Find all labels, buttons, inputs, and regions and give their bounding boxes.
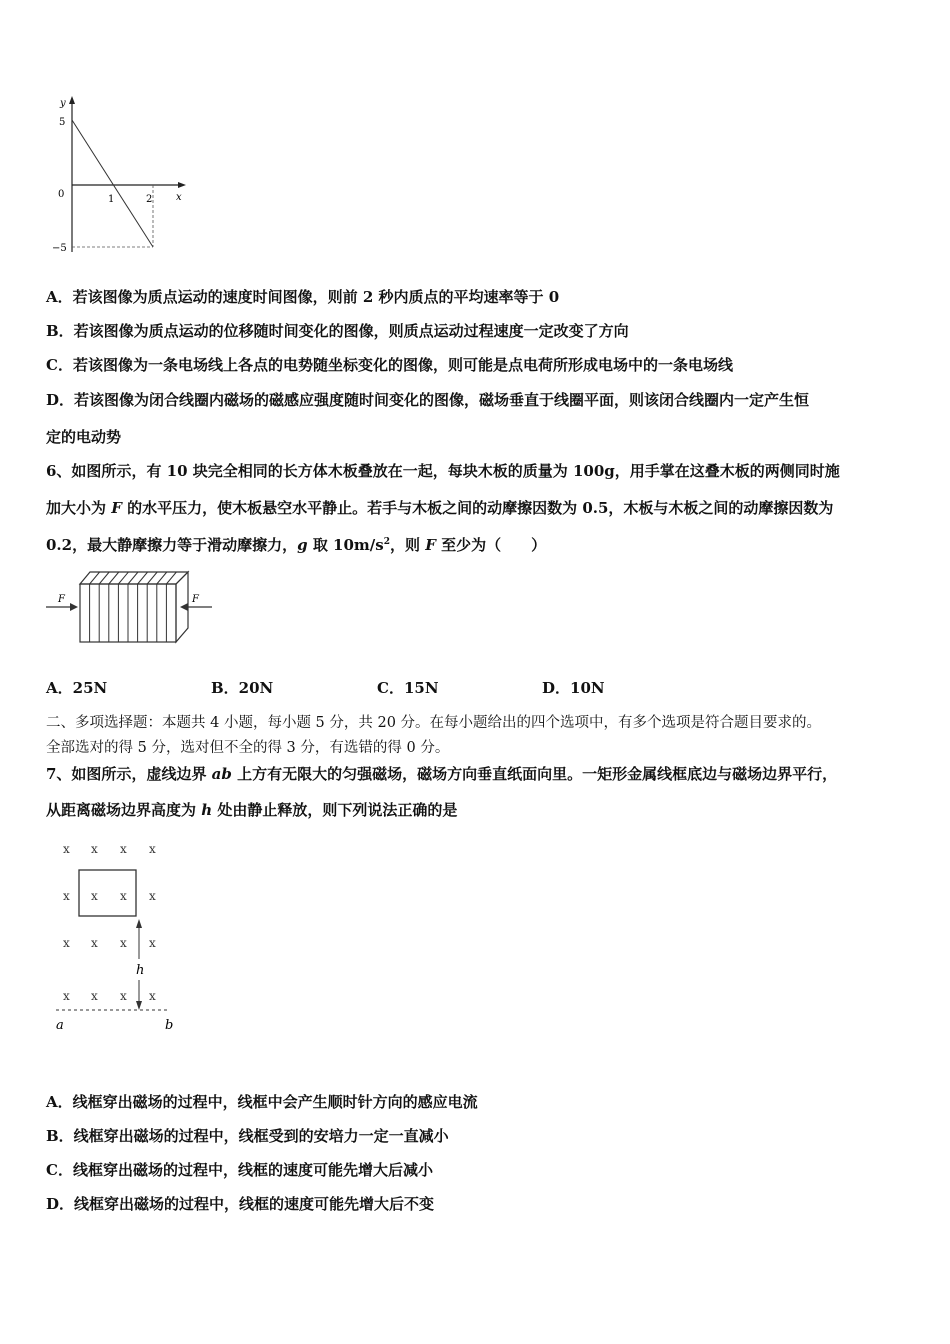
cross-r4c4: x — [149, 989, 156, 1003]
q7-line2-part-a: 从距离磁场边界高度为 — [46, 801, 202, 819]
q6-line3-sup: 2 — [383, 537, 390, 547]
q7-option-b: B．线框穿出磁场的过程中，线框受到的安培力一定一直减小 — [46, 1127, 449, 1145]
q7-option-a: A．线框穿出磁场的过程中，线框中会产生顺时针方向的感应电流 — [46, 1093, 478, 1111]
cross-r3c2: x — [91, 936, 98, 950]
q5-option-c: C．若该图像为一条电场线上各点的电势随坐标变化的图像，则可能是点电荷所形成电场中的一条电场线 — [46, 356, 733, 374]
cross-r4c3: x — [120, 989, 127, 1003]
q6-line3-part-c: ，则 — [390, 536, 426, 554]
q6-option-d: D．10N — [542, 679, 605, 697]
y-bottom-label: −5 — [52, 243, 67, 254]
q6-line3-part-d: 至少为（ ） — [435, 536, 547, 554]
force-arrow-right-head — [180, 603, 188, 611]
graph-line — [72, 120, 153, 247]
graph-figure — [50, 92, 200, 262]
q7-line1-part-b: 上方有无限大的匀强磁场，磁场方向垂直纸面向里。一矩形金属线框底边与磁场边界平行， — [231, 765, 838, 783]
cross-r2c1: x — [63, 889, 70, 903]
q6-line2-part-b: 的水平压力，使木板悬空水平静止。若手与木板之间的动摩擦因数为 0.5，木板与木板之间的动摩擦因数为 — [121, 499, 834, 517]
q6-options — [0, 677, 950, 697]
y-axis-arrow — [69, 96, 75, 104]
y-axis-label: y — [60, 98, 66, 109]
q6-option-b: B．20N — [211, 679, 274, 697]
cross-r3c1: x — [63, 936, 70, 950]
q7-option-c: C．线框穿出磁场的过程中，线框的速度可能先增大后减小 — [46, 1161, 433, 1179]
cross-r4c1: x — [63, 989, 70, 1003]
cross-r2c2: x — [91, 889, 98, 903]
cross-r1c4: x — [149, 842, 156, 856]
section2-line1: 二、多项选择题：本题共 4 小题，每小题 5 分，共 20 分。在每小题给出的四个选项中，有多个选项是符合题目要求的。 — [46, 715, 822, 731]
cross-r3c3: x — [120, 936, 127, 950]
height-arrow-down-head — [136, 1001, 142, 1010]
q6-line3-var-g: g — [297, 536, 308, 554]
q5-option-a: A．若该图像为质点运动的速度时间图像，则前 2 秒内质点的平均速率等于 0 — [46, 288, 560, 306]
force-label-left: F — [58, 594, 65, 605]
q6-line2-var-f: F — [111, 499, 122, 517]
force-arrow-left-head — [70, 603, 78, 611]
q7-line2-part-b: 处由静止释放，则下列说法正确的是 — [212, 801, 458, 819]
height-label: h — [136, 963, 145, 978]
q7-line1-var-ab: ab — [211, 765, 232, 783]
q6-option-a: A．25N — [46, 679, 108, 697]
height-arrow-up-head — [136, 919, 142, 928]
cross-r2c3: x — [120, 889, 127, 903]
magnetic-field-figure — [50, 835, 190, 1035]
q6-stem-line3 — [46, 534, 546, 555]
force-label-right: F — [192, 594, 199, 605]
cross-r1c1: x — [63, 842, 70, 856]
cross-r3c4: x — [149, 936, 156, 950]
q7-stem-line1 — [46, 763, 837, 784]
cross-r1c3: x — [120, 842, 127, 856]
q7-line1-part-a: 7、如图所示，虚线边界 — [46, 765, 212, 783]
q6-line3-part-a: 0.2，最大静摩擦力等于滑动摩擦力， — [46, 536, 298, 554]
q6-line3-var-f: F — [425, 536, 436, 554]
cross-r4c2: x — [91, 989, 98, 1003]
section2-line2: 全部选对的得 5 分，选对但不全的得 3 分，有选错的得 0 分。 — [46, 740, 450, 756]
x-axis-arrow — [178, 182, 186, 188]
q6-option-c: C．15N — [377, 679, 439, 697]
cross-r1c2: x — [91, 842, 98, 856]
origin-label: 0 — [58, 189, 65, 200]
q5-option-d-line1: D．若该图像为闭合线圈内磁场的磁感应强度随时间变化的图像，磁场垂直于线圈平面，则该闭合线圈内一定产生恒 — [46, 391, 810, 409]
q6-stem-line1: 6、如图所示，有 10 块完全相同的长方体木板叠放在一起，每块木板的质量为 100g，用手掌在这叠木板的两侧同时施 — [46, 462, 840, 480]
q7-stem-line2 — [46, 799, 457, 820]
q5-option-d-line2: 定的电动势 — [46, 428, 122, 446]
board-dividers — [90, 572, 177, 642]
q6-line3-part-b: 取 10m/s — [307, 536, 384, 554]
q7-line2-var-h: h — [201, 801, 213, 819]
y-top-label: 5 — [59, 117, 66, 128]
x-axis-label: x — [176, 192, 182, 203]
q6-stem-line2 — [46, 497, 833, 518]
q5-option-b: B．若该图像为质点运动的位移随时间变化的图像，则质点运动过程速度一定改变了方向 — [46, 322, 629, 340]
boards-figure — [44, 566, 219, 646]
cross-r2c4: x — [149, 889, 156, 903]
x2-label: 2 — [146, 194, 153, 205]
boundary-label-b: b — [165, 1018, 174, 1033]
x1-label: 1 — [108, 194, 115, 205]
wire-frame — [79, 870, 136, 916]
field-crosses — [63, 842, 156, 1003]
q7-option-d: D．线框穿出磁场的过程中，线框的速度可能先增大后不变 — [46, 1195, 435, 1213]
boundary-label-a: a — [56, 1018, 64, 1033]
q6-line2-part-a: 加大小为 — [46, 499, 112, 517]
